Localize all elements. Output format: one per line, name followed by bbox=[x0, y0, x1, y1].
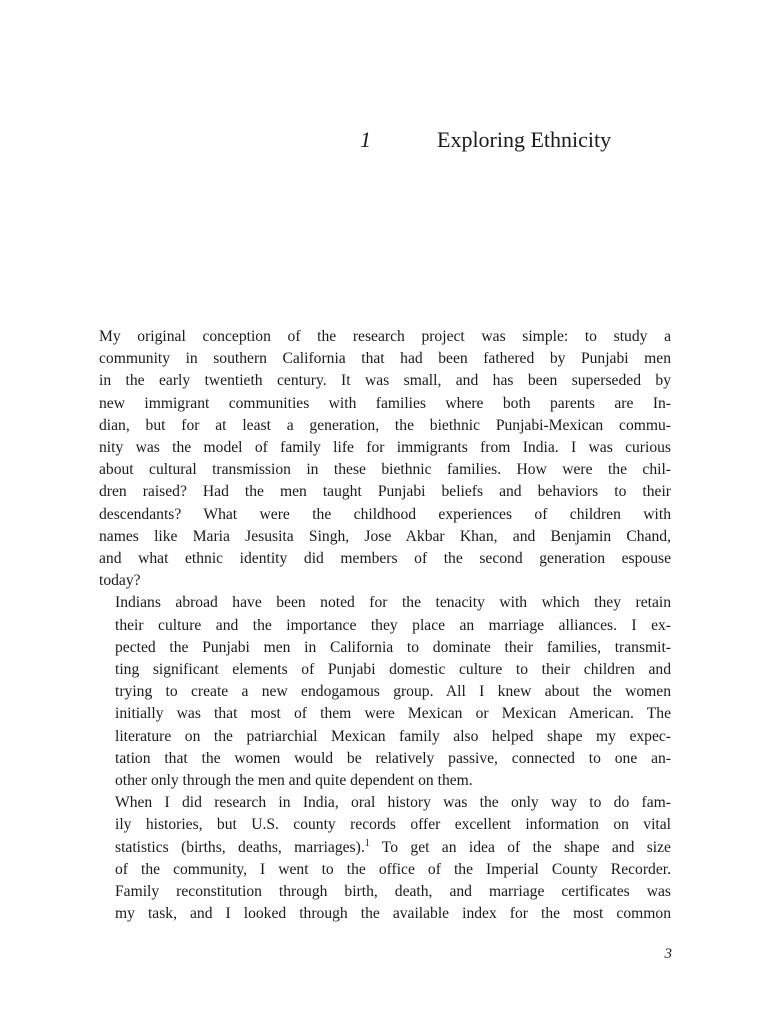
text-line-with-footnote bbox=[99, 837, 671, 859]
text-line: names like Maria Jesusita Singh, Jose Akbar Khan, and Benjamin Chand, bbox=[99, 527, 671, 545]
text-line: Family reconstitution through birth, death, and marriage certificates was bbox=[115, 883, 671, 901]
text-line: dren raised? Had the men taught Punjabi beliefs and behaviors to their bbox=[99, 483, 671, 501]
text-line: about cultural transmission in these biethnic families. How were the chil- bbox=[99, 461, 671, 479]
paragraph-3 bbox=[99, 792, 671, 925]
text-line: community in southern California that had been fathered by Punjabi men bbox=[99, 350, 671, 368]
text-line: descendants? What were the childhood experiences of children with bbox=[99, 505, 671, 523]
text-line: nity was the model of family life for immigrants from India. I was curious bbox=[99, 439, 671, 457]
chapter-heading bbox=[360, 124, 690, 156]
text-fragment: statistics (births, deaths, marriages). bbox=[115, 838, 365, 856]
text-line: their culture and the importance they place an marriage alliances. I ex- bbox=[115, 616, 671, 634]
text-line: today? bbox=[99, 572, 141, 590]
text-fragment: To get an idea of the shape and size bbox=[369, 838, 671, 856]
text-line: literature on the patriarchial Mexican family also helped shape my expec- bbox=[115, 727, 671, 745]
text-line: trying to create a new endogamous group. All I knew about the women bbox=[115, 683, 671, 701]
page-number: 3 bbox=[664, 946, 672, 962]
text-line: other only through the men and quite dependent on them. bbox=[115, 772, 473, 790]
text-line: new immigrant communities with families where both parents are In- bbox=[99, 394, 671, 412]
text-line: initially was that most of them were Mexican or Mexican American. The bbox=[115, 705, 671, 723]
chapter-title: Exploring Ethnicity bbox=[437, 127, 612, 152]
paragraph-1 bbox=[99, 326, 671, 592]
text-line: of the community, I went to the office of the Imperial County Recorder. bbox=[115, 860, 671, 878]
footnote-reference[interactable]: 1 bbox=[364, 837, 370, 849]
text-line: ting significant elements of Punjabi domestic culture to their children and bbox=[115, 661, 671, 679]
text-line: Indians abroad have been noted for the tenacity with which they retain bbox=[115, 594, 671, 612]
text-line: and what ethnic identity did members of the second generation espouse bbox=[99, 550, 671, 568]
text-line: dian, but for at least a generation, the biethnic Punjabi-Mexican commu- bbox=[99, 416, 671, 434]
text-line: my task, and I looked through the available index for the most common bbox=[115, 905, 671, 923]
text-line: My original conception of the research project was simple: to study a bbox=[99, 328, 671, 345]
text-line: ily histories, but U.S. county records offer excellent information on vital bbox=[115, 816, 671, 834]
text-line: in the early twentieth century. It was small, and has been superseded by bbox=[99, 372, 671, 390]
chapter-number: 1 bbox=[360, 127, 371, 152]
paragraph-2 bbox=[99, 592, 671, 792]
text-line: tation that the women would be relatively passive, connected to one an- bbox=[115, 749, 671, 767]
body-text bbox=[99, 326, 671, 925]
text-line: pected the Punjabi men in California to dominate their families, transmit- bbox=[115, 638, 671, 656]
text-line: When I did research in India, oral history was the only way to do fam- bbox=[115, 794, 671, 812]
